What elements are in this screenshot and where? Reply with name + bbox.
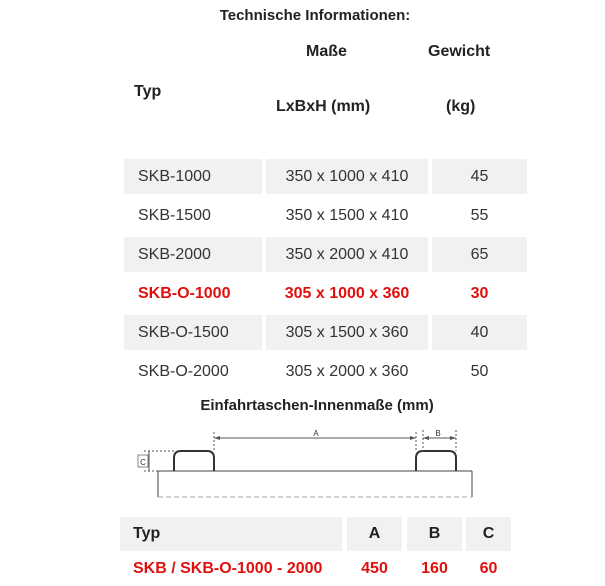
pocket-header-b: B xyxy=(407,517,462,551)
header-gewicht: Gewicht xyxy=(428,43,491,60)
table-row xyxy=(124,315,527,350)
cell-typ: SKB-2000 xyxy=(124,237,262,272)
cell-masse: 305 x 2000 x 360 xyxy=(285,362,409,380)
header-typ: Typ xyxy=(134,83,162,100)
cell-masse: 305 x 1500 x 360 xyxy=(266,315,428,350)
cell-gewicht: 50 xyxy=(470,362,489,380)
table-row xyxy=(124,237,527,272)
cell-gewicht: 55 xyxy=(470,206,489,224)
cell-masse: 350 x 2000 x 410 xyxy=(266,237,428,272)
cell-masse: 305 x 1000 x 360 xyxy=(284,284,410,302)
cell-typ: SKB-O-1500 xyxy=(124,315,262,350)
header-masse-unit: LxBxH (mm) xyxy=(276,98,371,115)
cell-gewicht: 65 xyxy=(432,237,527,272)
label-a: A xyxy=(313,429,319,438)
table-row-highlighted xyxy=(124,276,527,311)
pocket-header-typ: Typ xyxy=(120,517,342,551)
cell-typ: SKB-1000 xyxy=(124,159,262,194)
cell-gewicht: 30 xyxy=(470,284,489,302)
cell-typ: SKB-O-1000 xyxy=(138,284,231,302)
label-c: C xyxy=(140,458,146,467)
pocket-header-c: C xyxy=(466,517,511,551)
page-title: Technische Informationen: xyxy=(219,7,411,24)
pocket-table-header xyxy=(120,517,511,551)
pocket-dimensions-title: Einfahrtaschen-Innenmaße (mm) xyxy=(200,397,434,414)
pocket-diagram xyxy=(120,420,480,502)
pocket-cell-typ: SKB / SKB-O-1000 - 2000 xyxy=(133,560,323,577)
pocket-header-a: A xyxy=(347,517,402,551)
table-row xyxy=(124,159,527,194)
cell-typ: SKB-1500 xyxy=(138,206,211,224)
cell-masse: 350 x 1000 x 410 xyxy=(266,159,428,194)
cell-gewicht: 45 xyxy=(432,159,527,194)
pocket-cell-b: 160 xyxy=(421,560,448,577)
specs-table xyxy=(120,155,531,393)
cell-masse: 350 x 1500 x 410 xyxy=(285,206,409,224)
pocket-table-row xyxy=(120,560,511,586)
table-row xyxy=(124,198,527,233)
pocket-cell-a: 450 xyxy=(361,560,388,577)
table-row xyxy=(124,354,527,389)
cell-gewicht: 40 xyxy=(432,315,527,350)
pocket-cell-c: 60 xyxy=(479,560,498,577)
label-b: B xyxy=(435,429,441,438)
header-gewicht-unit: (kg) xyxy=(446,98,476,115)
header-masse: Maße xyxy=(306,43,347,60)
cell-typ: SKB-O-2000 xyxy=(138,362,229,380)
